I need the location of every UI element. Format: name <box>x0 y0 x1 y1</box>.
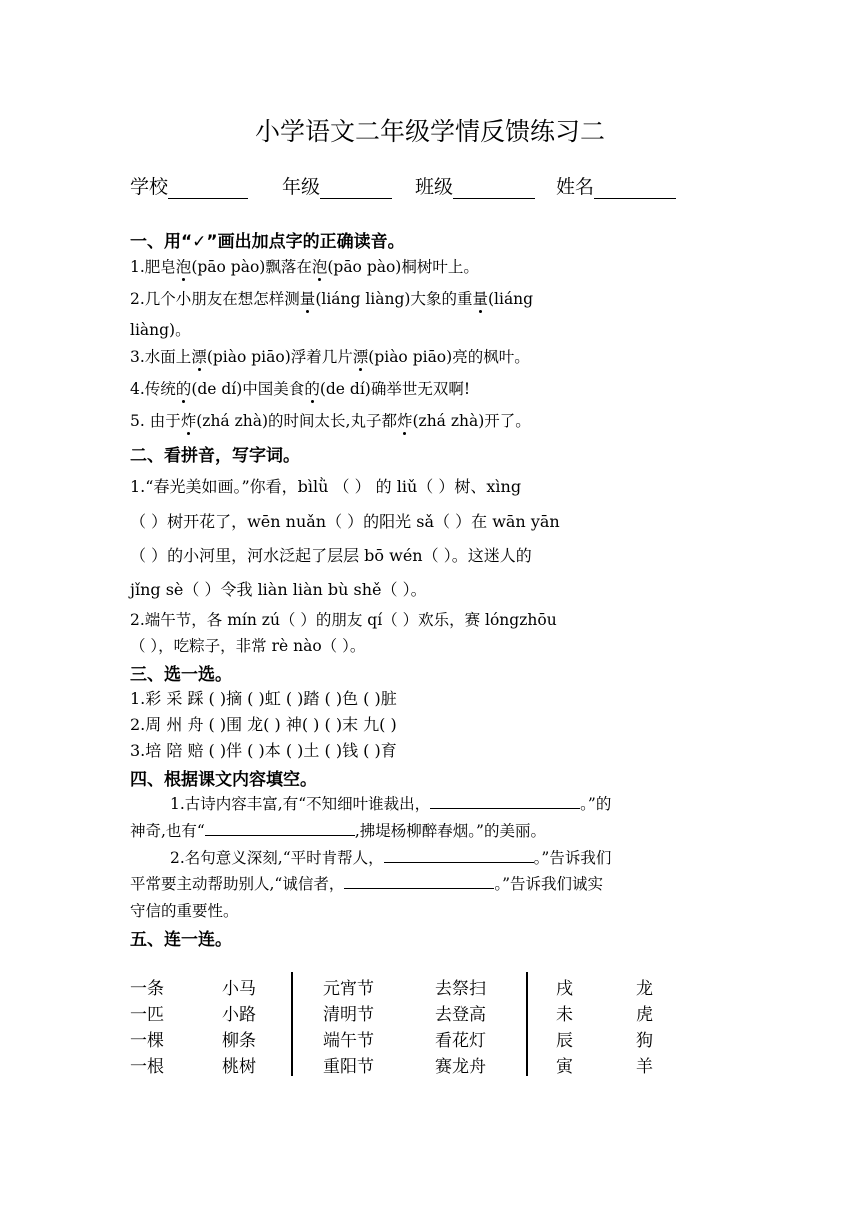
school-field[interactable] <box>130 172 248 199</box>
s4-blank-4[interactable] <box>344 874 494 889</box>
s4-blank-1[interactable] <box>430 794 580 809</box>
school-label: 学校 <box>130 176 169 198</box>
match-item[interactable]: 戌 <box>556 979 573 999</box>
s2-line-3[interactable]: （ ）的小河里，河水泛起了层层 bō wén（ ）。这迷人的 <box>130 546 532 565</box>
s2-line-4[interactable]: jǐng sè（ ）令我 liàn liàn bù shě（ ）。 <box>130 580 427 599</box>
q1-text-c[interactable]: (pāo pào)桐树叶上。 <box>327 258 479 276</box>
match-item[interactable]: 一棵 <box>130 1031 164 1051</box>
match-item[interactable]: 辰 <box>556 1031 573 1051</box>
s4-p2-text-d: 。”告诉我们诚实 <box>494 875 604 893</box>
q2-dotted-char-2: 量 <box>472 290 488 308</box>
s1-question-2 <box>130 287 533 309</box>
match-item[interactable]: 虎 <box>636 1005 653 1025</box>
match-item[interactable]: 未 <box>556 1005 573 1025</box>
section-4-heading: 四、根据课文内容填空。 <box>130 770 317 790</box>
page-title: 小学语文二年级学情反馈练习二 <box>254 117 605 146</box>
s4-p2-text-a: 2.名句意义深刻,“平时肯帮人， <box>170 849 384 867</box>
s1-question-3 <box>130 345 530 367</box>
q2-text-c[interactable]: (liáng <box>487 290 534 308</box>
divider <box>526 972 528 1076</box>
q5-text-c[interactable]: (zhá zhà)开了。 <box>412 412 531 430</box>
match-item[interactable]: 龙 <box>636 979 653 999</box>
q5-text-a: 5. 由于 <box>130 412 181 430</box>
q1-text-b[interactable]: (pāo pào)飘落在 <box>191 258 312 276</box>
s2-line-5[interactable]: 2.端午节，各 mín zú（ ）的朋友 qí（ ）欢乐，赛 lóngzhōu <box>130 611 557 629</box>
section-2-heading: 二、看拼音，写字词。 <box>130 446 300 466</box>
q1-text-a: 1.肥皂 <box>130 258 176 276</box>
s3-row-3[interactable]: 3.培 陪 赔 ( )伴 ( )本 ( )土 ( )钱 ( )育 <box>130 741 397 760</box>
school-blank[interactable] <box>168 180 248 199</box>
s1-question-5 <box>130 409 531 431</box>
name-field[interactable] <box>556 172 676 199</box>
match-item[interactable]: 一条 <box>130 979 164 999</box>
section-1-heading: 一、用“✓”画出加点字的正确读音。 <box>130 232 405 252</box>
s1-question-4 <box>130 377 470 399</box>
q2-text-a: 2.几个小朋友在想怎样测 <box>130 290 300 308</box>
q3-dotted-char-1: 漂 <box>191 348 207 366</box>
s4-para-2-line-3: 守信的重要性。 <box>130 902 239 920</box>
q3-text-a: 3.水面上 <box>130 348 192 366</box>
s4-p2-text-b: 。”告诉我们 <box>533 849 612 867</box>
q3-text-b[interactable]: (piào piāo)浮着几片 <box>206 348 353 366</box>
match-item[interactable]: 小马 <box>222 979 256 999</box>
divider <box>291 972 293 1076</box>
match-item[interactable]: 羊 <box>636 1057 653 1077</box>
q2-text-b[interactable]: (liáng liàng)大象的重 <box>315 290 473 308</box>
q4-dotted-char-1: 的 <box>175 380 192 398</box>
q4-text-b[interactable]: (de dí)中国美食 <box>191 380 305 398</box>
q3-text-c[interactable]: (piào piāo)亮的枫叶。 <box>368 348 530 366</box>
q4-dotted-char-2: 的 <box>304 380 320 398</box>
match-item[interactable]: 小路 <box>222 1005 256 1025</box>
q1-dotted-char-2: 泡 <box>311 258 328 276</box>
s4-para-2-line-2 <box>130 872 603 894</box>
s4-p2-text-c: 平常要主动帮助别人,“诚信者， <box>130 875 345 893</box>
name-blank[interactable] <box>594 180 676 199</box>
match-item[interactable]: 一匹 <box>130 1005 164 1025</box>
s4-blank-3[interactable] <box>384 848 534 863</box>
match-item[interactable]: 赛龙舟 <box>435 1057 486 1077</box>
match-item[interactable]: 柳条 <box>222 1031 256 1051</box>
section-3-heading: 三、选一选。 <box>130 665 232 685</box>
class-blank[interactable] <box>453 180 535 199</box>
section-5-heading: 五、连一连。 <box>130 930 232 950</box>
match-item[interactable]: 狗 <box>636 1031 653 1051</box>
q4-text-c[interactable]: (de dí)确举世无双啊! <box>319 380 471 398</box>
s4-p1-text-b: 。”的 <box>580 795 612 813</box>
s4-para-2-line-1 <box>170 846 611 868</box>
s1-question-1 <box>130 255 479 277</box>
q5-text-b[interactable]: (zhá zhà)的时间太长,丸子都 <box>196 412 397 430</box>
match-item[interactable]: 端午节 <box>323 1031 374 1051</box>
s4-p1-text-a: 1.古诗内容丰富,有“不知细叶谁裁出， <box>170 795 431 813</box>
grade-field[interactable] <box>282 172 392 199</box>
match-item[interactable]: 看花灯 <box>435 1031 486 1051</box>
s1-question-2-cont[interactable]: liàng)。 <box>130 321 191 339</box>
s4-blank-2[interactable] <box>205 821 355 836</box>
q5-dotted-char-2: 炸 <box>396 412 413 430</box>
s3-row-2[interactable]: 2.周 州 舟 ( )围 龙( ) 神( ) ( )末 九( ) <box>130 715 397 734</box>
class-label: 班级 <box>415 176 454 198</box>
s4-p1-text-c: 神奇,也有“ <box>130 822 205 840</box>
s3-row-1[interactable]: 1.彩 采 踩 ( )摘 ( )虹 ( )踏 ( )色 ( )脏 <box>130 689 397 708</box>
s4-para-1-line-2 <box>130 819 546 841</box>
match-item[interactable]: 清明节 <box>323 1005 374 1025</box>
q3-dotted-char-2: 漂 <box>352 348 369 366</box>
s2-line-6[interactable]: （ ），吃粽子，非常 rè nào（ ）。 <box>130 637 366 655</box>
grade-label: 年级 <box>282 176 321 198</box>
match-item[interactable]: 元宵节 <box>323 979 374 999</box>
match-item[interactable]: 桃树 <box>222 1057 256 1077</box>
s4-p1-text-d: ,拂堤杨柳醉春烟。”的美丽。 <box>354 822 546 840</box>
q1-dotted-char-1: 泡 <box>175 258 192 276</box>
q5-dotted-char-1: 炸 <box>180 412 197 430</box>
class-field[interactable] <box>415 172 535 199</box>
q4-text-a: 4.传统 <box>130 380 176 398</box>
s2-line-2[interactable]: （ ）树开花了，wēn nuǎn（ ）的阳光 sǎ（ ）在 wān yān <box>130 512 560 531</box>
s4-para-1-line-1 <box>170 792 611 814</box>
match-item[interactable]: 去登高 <box>435 1005 486 1025</box>
match-item[interactable]: 一根 <box>130 1057 164 1077</box>
s2-line-1[interactable]: 1.“春光美如画。”你看，bìlǜ （ ） 的 liǔ（ ）树、xìng <box>130 477 522 496</box>
grade-blank[interactable] <box>320 180 392 199</box>
match-item[interactable]: 去祭扫 <box>435 979 486 999</box>
match-item[interactable]: 寅 <box>556 1057 573 1077</box>
q2-dotted-char-1: 量 <box>299 290 316 308</box>
match-item[interactable]: 重阳节 <box>323 1057 374 1077</box>
name-label: 姓名 <box>556 176 595 198</box>
